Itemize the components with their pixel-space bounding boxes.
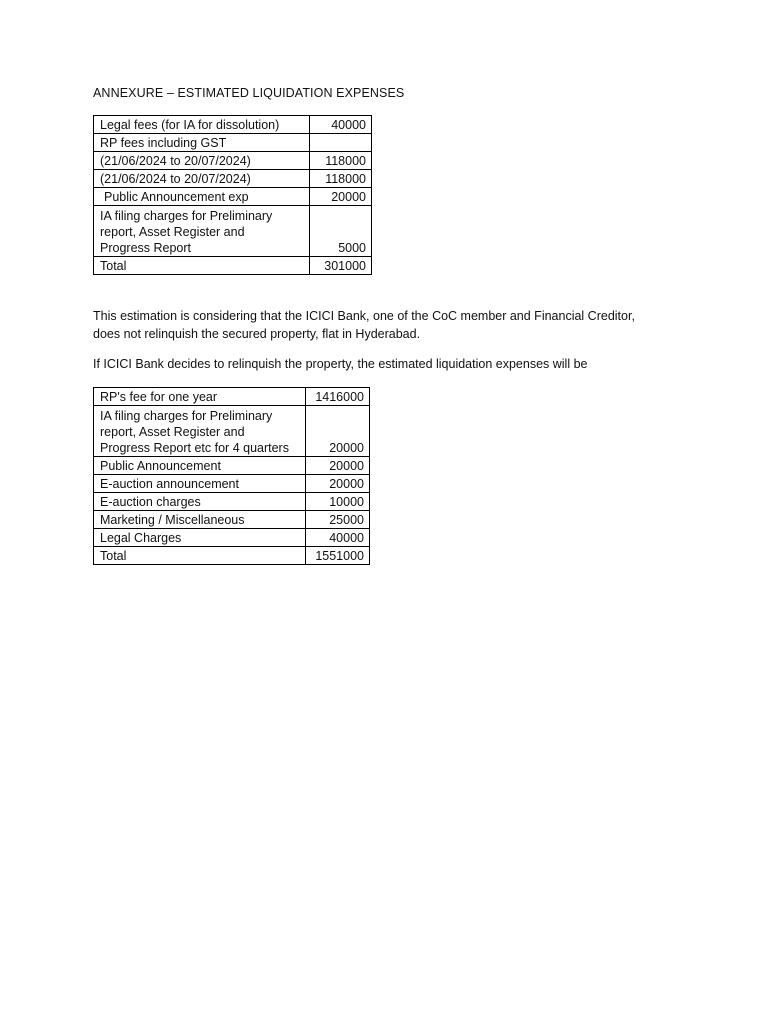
table-cell-amount: 118000 xyxy=(310,170,372,188)
cell-text-line: report, Asset Register and xyxy=(100,225,245,239)
cell-text: E-auction charges xyxy=(100,495,201,509)
cell-text: Legal fees (for IA for dissolution) xyxy=(100,118,280,132)
table-cell-amount: 40000 xyxy=(310,116,372,134)
table-cell-description xyxy=(94,457,306,475)
document-page xyxy=(93,86,693,565)
paragraph-relinquish-note: If ICICI Bank decides to relinquish the property, the estimated liquidation expenses will be xyxy=(93,357,588,371)
table-cell-amount: 20000 xyxy=(306,406,370,457)
cell-text: Legal Charges xyxy=(100,531,182,545)
table-row-total xyxy=(94,257,372,275)
expenses-table-relinquish xyxy=(93,387,370,565)
table-row xyxy=(94,188,372,206)
expenses-table-current xyxy=(93,115,372,275)
table-cell-description xyxy=(94,406,306,457)
table-cell-amount: 1551000 xyxy=(306,547,370,565)
page-title: ANNEXURE – ESTIMATED LIQUIDATION EXPENSES xyxy=(93,86,405,100)
table-row xyxy=(94,170,372,188)
table-cell-amount: 20000 xyxy=(310,188,372,206)
cell-text-line: Progress Report etc for 4 quarters xyxy=(100,441,289,455)
table-cell-description xyxy=(94,206,310,257)
cell-text-line: report, Asset Register and xyxy=(100,425,245,439)
table-row xyxy=(94,529,370,547)
table-cell-amount: 20000 xyxy=(306,475,370,493)
table-cell-description xyxy=(94,547,306,565)
table-cell-description xyxy=(94,188,310,206)
table-row xyxy=(94,406,370,457)
cell-text-line: IA filing charges for Preliminary xyxy=(100,209,273,223)
cell-text: E-auction announcement xyxy=(100,477,239,491)
table-cell-description xyxy=(94,257,310,275)
table-cell-description xyxy=(94,170,310,188)
table-row xyxy=(94,134,372,152)
table-cell-description xyxy=(94,116,310,134)
paragraph-line: This estimation is considering that the ICICI Bank, one of the CoC member and Financial Creditor, xyxy=(93,309,635,323)
table-cell-description xyxy=(94,529,306,547)
cell-text: Public Announcement xyxy=(100,459,221,473)
table-cell-description xyxy=(94,511,306,529)
cell-text: Marketing / Miscellaneous xyxy=(100,513,245,527)
table-row xyxy=(94,457,370,475)
table-cell-description xyxy=(94,475,306,493)
cell-text: RP's fee for one year xyxy=(100,390,218,404)
table-cell-description xyxy=(94,388,306,406)
cell-text-line: IA filing charges for Preliminary xyxy=(100,409,273,423)
cell-text: (21/06/2024 to 20/07/2024) xyxy=(100,154,251,168)
cell-text: RP fees including GST xyxy=(100,136,227,150)
paragraph-estimation-note xyxy=(93,307,693,343)
cell-text-line: Progress Report xyxy=(100,241,192,255)
table-cell-amount xyxy=(310,134,372,152)
table-row xyxy=(94,152,372,170)
table-cell-description xyxy=(94,134,310,152)
table-row xyxy=(94,388,370,406)
table-row xyxy=(94,116,372,134)
paragraph-line: does not relinquish the secured property, flat in Hyderabad. xyxy=(93,327,421,341)
table-cell-amount: 118000 xyxy=(310,152,372,170)
table-cell-description xyxy=(94,493,306,511)
cell-text: Total xyxy=(100,549,127,563)
table-row xyxy=(94,206,372,257)
table-cell-amount: 40000 xyxy=(306,529,370,547)
table-cell-amount: 25000 xyxy=(306,511,370,529)
table-row xyxy=(94,475,370,493)
cell-text: Public Announcement exp xyxy=(104,190,249,204)
table-cell-amount: 1416000 xyxy=(306,388,370,406)
table-row-total xyxy=(94,547,370,565)
table-row xyxy=(94,511,370,529)
table-cell-amount: 10000 xyxy=(306,493,370,511)
table-cell-description xyxy=(94,152,310,170)
table-cell-amount: 5000 xyxy=(310,206,372,257)
table-row xyxy=(94,493,370,511)
table-cell-amount: 301000 xyxy=(310,257,372,275)
cell-text: Total xyxy=(100,259,127,273)
table-cell-amount: 20000 xyxy=(306,457,370,475)
cell-text: (21/06/2024 to 20/07/2024) xyxy=(100,172,251,186)
